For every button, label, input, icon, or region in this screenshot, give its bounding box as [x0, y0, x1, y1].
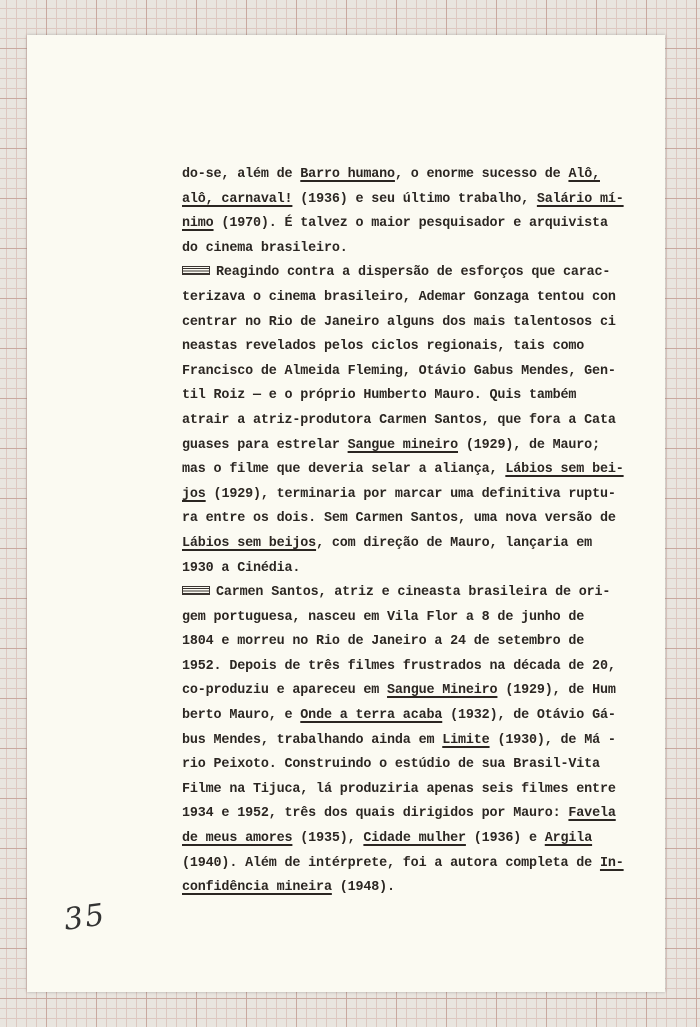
text-run: terizava o cinema brasileiro, Ademar Gonzaga tentou con	[182, 289, 616, 305]
text-run: neastas revelados pelos ciclos regionais, tais como	[182, 339, 585, 355]
text-line	[182, 212, 632, 237]
text-run: (1932), de Otávio Gá-	[442, 708, 616, 724]
text-line	[182, 261, 632, 286]
text-run: (1940). Além de intérprete, foi a autora completa de	[182, 855, 600, 871]
title-underlined: Alô,	[568, 167, 600, 182]
title-underlined: In-	[599, 855, 624, 871]
text-run: til Roiz — e o próprio Humberto Mauro. Quis também	[182, 388, 577, 404]
text-line	[182, 360, 632, 385]
text-run: (1929), terminaria por marcar uma definitiva ruptu-	[205, 486, 616, 502]
text-line	[182, 458, 632, 483]
text-run: do cinema brasileiro.	[182, 240, 348, 256]
text-run: mas o filme que deveria selar a aliança,	[182, 462, 506, 478]
text-line	[182, 827, 632, 852]
title-underlined: confidência mineira	[182, 880, 332, 896]
text-line	[182, 507, 632, 532]
text-line	[182, 409, 632, 434]
handwritten-page-number: 35	[61, 897, 109, 938]
text-run: 1930 a Cinédia.	[182, 560, 301, 576]
text-line	[182, 606, 632, 631]
title-underlined: Favela	[568, 806, 616, 822]
text-run: 1952. Depois de três filmes frustrados na década de 20,	[182, 658, 616, 674]
text-run: (1929), de Mauro;	[458, 437, 600, 453]
title-underlined: jos	[182, 486, 206, 502]
text-run: , com direção de Mauro, lançaria em	[316, 535, 593, 551]
text-line	[182, 753, 632, 778]
text-run: Reagindo contra a dispersão de esforços que carac-	[216, 265, 611, 281]
text-line	[182, 802, 632, 827]
typed-text-body	[182, 163, 632, 901]
text-line	[182, 630, 632, 655]
text-run: (1970). É talvez o maior pesquisador e arquivista	[213, 216, 608, 232]
text-line	[182, 188, 632, 213]
text-run: , o enorme sucesso de	[394, 167, 569, 182]
title-underlined: de meus amores	[182, 831, 293, 847]
text-run: rio Peixoto. Construindo o estúdio de sua Brasil-Vita	[182, 757, 600, 773]
text-run: gem portuguesa, nasceu em Vila Flor a 8 de junho de	[182, 609, 585, 625]
title-underlined: alô, carnaval!	[182, 191, 293, 207]
text-run: ra entre os dois. Sem Carmen Santos, uma nova versão de	[182, 511, 616, 527]
text-run: (1936) e	[465, 831, 545, 847]
title-underlined: Limite	[442, 732, 490, 748]
text-line	[182, 876, 632, 901]
text-line	[182, 729, 632, 754]
text-run: 1934 e 1952, três dos quais dirigidos por Mauro:	[182, 806, 569, 822]
text-line	[182, 163, 632, 188]
text-run: (1935),	[292, 831, 364, 847]
text-run: (1936) e seu último trabalho,	[292, 191, 537, 207]
text-run: atrair a atriz-produtora Carmen Santos, que fora a Cata	[182, 412, 616, 428]
title-underlined: Lábios sem bei-	[505, 462, 624, 478]
text-line	[182, 311, 632, 336]
text-line	[182, 384, 632, 409]
text-run: (1930), de Má -	[489, 732, 616, 748]
text-line	[182, 655, 632, 680]
title-underlined: Argila	[544, 831, 593, 847]
text-run: co-produziu e apareceu em	[182, 683, 388, 699]
text-run: Filme na Tijuca, lá produziria apenas seis filmes entre	[182, 781, 616, 797]
title-underlined: Cidade mulher	[363, 831, 466, 847]
text-run: 1804 e morreu no Rio de Janeiro a 24 de setembro de	[182, 634, 585, 650]
text-line	[182, 434, 632, 459]
text-run: (1948).	[331, 880, 395, 896]
text-line	[182, 286, 632, 311]
paragraph-mark-icon	[182, 586, 210, 595]
title-underlined: Sangue mineiro	[347, 437, 459, 453]
text-run: berto Mauro, e	[182, 708, 301, 724]
text-line	[182, 581, 632, 606]
title-underlined: Sangue Mineiro	[387, 683, 498, 699]
text-line	[182, 557, 632, 582]
text-line	[182, 483, 632, 508]
text-line	[182, 532, 632, 557]
text-run: bus Mendes, trabalhando ainda em	[182, 732, 443, 748]
title-underlined: nimo	[182, 216, 214, 232]
text-line	[182, 335, 632, 360]
text-line	[182, 679, 632, 704]
text-run: guases para estrelar	[182, 437, 348, 453]
title-underlined: Barro humano	[300, 167, 395, 182]
text-run: do-se, além de	[182, 167, 301, 182]
title-underlined: Lábios sem beijos	[182, 535, 317, 551]
text-run: Carmen Santos, atriz e cineasta brasileira de ori-	[216, 585, 611, 601]
text-line	[182, 704, 632, 729]
text-run: Francisco de Almeida Fleming, Otávio Gabus Mendes, Gen-	[182, 363, 616, 379]
paragraph-mark-icon	[182, 266, 210, 275]
text-run: (1929), de Hum	[497, 683, 616, 699]
text-line	[182, 852, 632, 877]
text-run: centrar no Rio de Janeiro alguns dos mais talentosos ci	[182, 314, 616, 330]
title-underlined: Salário mí-	[536, 191, 624, 207]
text-line	[182, 237, 632, 262]
title-underlined: Onde a terra acaba	[300, 708, 443, 724]
text-line	[182, 778, 632, 803]
